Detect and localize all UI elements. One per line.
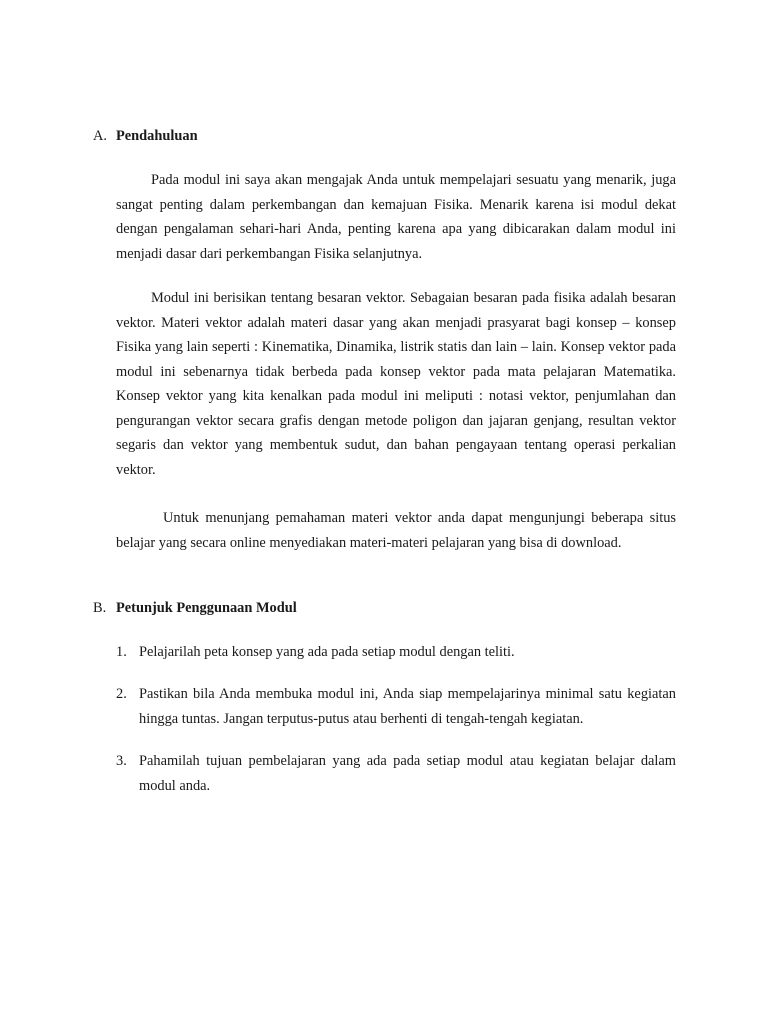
- intro-paragraph-1: Pada modul ini saya akan mengajak Anda untuk mempelajari sesuatu yang menarik, juga sangat penting dalam perkembangan dan kemajuan Fisika. Menarik karena isi modul dekat dengan pengalaman sehari-hari Anda, penting karena apa yang dibicarakan dalam modul ini menjadi dasar dari perkembangan Fisika selanjutnya.: [116, 172, 676, 262]
- section-b-heading: [93, 600, 297, 617]
- section-a-title: Pendahuluan: [116, 128, 198, 144]
- list-item: [116, 640, 676, 665]
- section-b-title: Petunjuk Penggunaan Modul: [116, 600, 297, 616]
- list-item-text: Pelajarilah peta konsep yang ada pada setiap modul dengan teliti.: [139, 644, 515, 660]
- list-item: [116, 749, 676, 798]
- list-item-text: Pastikan bila Anda membuka modul ini, Anda siap mempelajarinya minimal satu kegiatan hingga tuntas. Jangan terputus-putus atau berhenti di tengah-tengah kegiatan.: [139, 686, 676, 727]
- section-a-heading: [93, 128, 198, 145]
- intro-paragraph-2: Modul ini berisikan tentang besaran vektor. Sebagaian besaran pada fisika adalah besaran vektor. Materi vektor adalah materi dasar yang akan menjadi prasyarat bagi konsep – konsep Fisika yang lain seperti : Kinematika, Dinamika, listrik statis dan lain – lain. Konsep vektor pada modul ini sebenarnya tidak berbeda pada konsep vektor pada mata pelajaran Matematika. Konsep vektor yang kita kenalkan pada modul ini meliputi : notasi vektor, penjumlahan dan pengurangan vektor secara grafis dengan metode poligon dan jajaran genjang, resultan vektor segaris dan vektor yang membentuk sudut, dan bahan pengayaan tentang operasi perkalian vektor.: [116, 290, 676, 478]
- list-item-text: Pahamilah tujuan pembelajaran yang ada pada setiap modul atau kegiatan belajar dalam modul anda.: [139, 753, 676, 794]
- section-a-marker: A.: [93, 128, 107, 144]
- intro-paragraph-3: Untuk menunjang pemahaman materi vektor anda dapat mengunjungi beberapa situs belajar yang secara online menyediakan materi-materi pelajaran yang bisa di download.: [116, 510, 676, 551]
- section-b-marker: B.: [93, 600, 107, 616]
- list-item: [116, 682, 676, 731]
- list-item-number: 2.: [116, 686, 127, 702]
- list-item-number: 3.: [116, 753, 127, 769]
- list-item-number: 1.: [116, 644, 127, 660]
